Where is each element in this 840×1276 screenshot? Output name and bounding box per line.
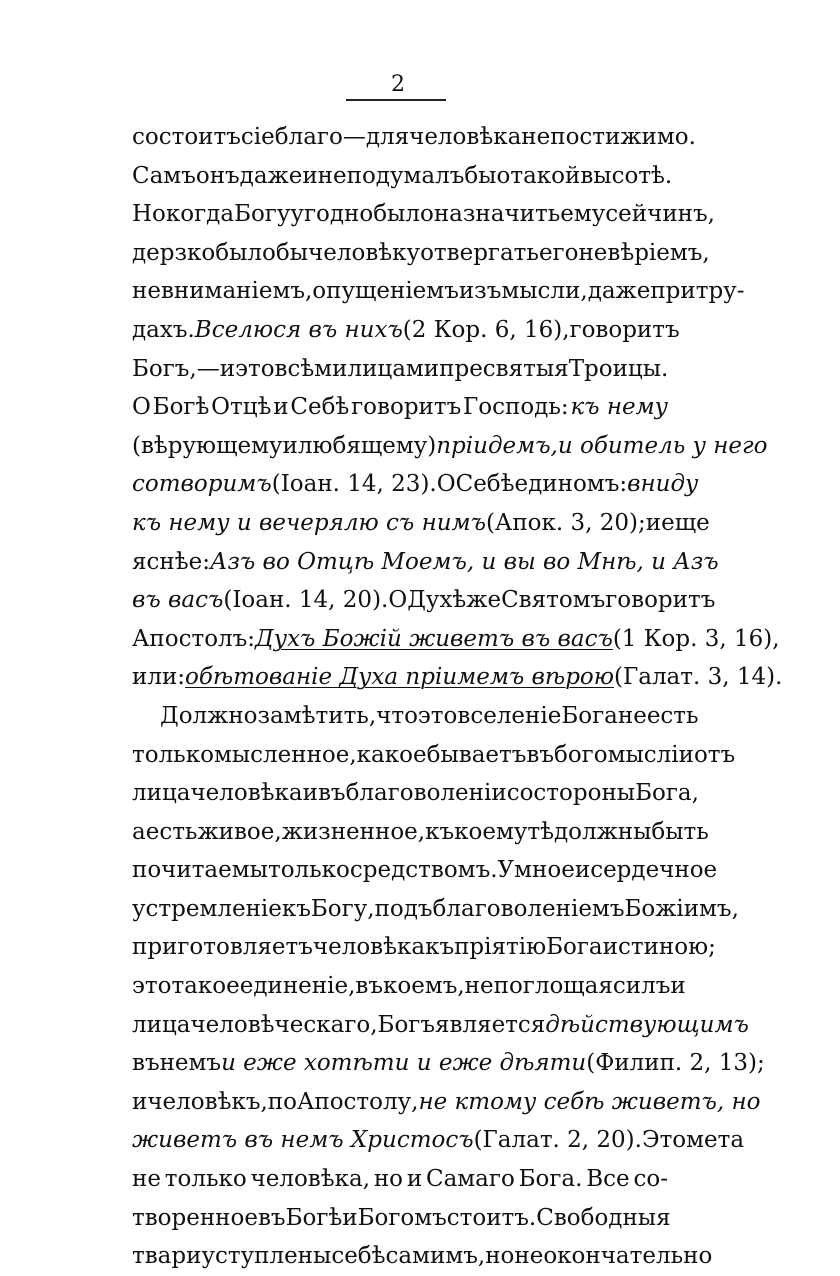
word: и xyxy=(219,355,236,382)
word: въ xyxy=(355,973,383,1000)
text-line xyxy=(132,543,719,582)
word: и xyxy=(406,1166,423,1193)
word: тѣ xyxy=(527,818,554,845)
word: коему xyxy=(454,818,528,845)
word: это xyxy=(132,973,172,1000)
text-line xyxy=(132,620,780,659)
word: отвергать xyxy=(420,239,539,266)
word: единеніе, xyxy=(239,973,356,1000)
citation: (Филип. 2, 13); xyxy=(586,1050,765,1077)
word: высотѣ. xyxy=(580,162,673,189)
word: есть xyxy=(145,818,198,845)
text-line xyxy=(132,967,686,1006)
word: человѣка, xyxy=(250,1166,371,1193)
word: и xyxy=(302,780,318,807)
word: сердечное xyxy=(590,857,718,884)
word: такой xyxy=(510,162,581,189)
text-line xyxy=(132,1160,668,1199)
word: сіе xyxy=(240,124,275,150)
word: а xyxy=(132,818,146,845)
citation: (Іоан. 14, 20). xyxy=(223,587,389,614)
word: человѣческаго, xyxy=(190,1011,378,1038)
word: Самъ xyxy=(132,162,196,189)
word: со xyxy=(506,780,534,807)
text-line xyxy=(132,350,668,389)
word: говоритъ xyxy=(605,587,716,614)
word: Господь: xyxy=(463,394,569,421)
word: Богомъ xyxy=(357,1204,447,1231)
text-line xyxy=(132,1237,713,1276)
word: говоритъ xyxy=(351,394,462,421)
word: Бога. xyxy=(518,1166,583,1193)
word: твари xyxy=(132,1243,202,1270)
word: къ xyxy=(425,934,455,961)
word: О xyxy=(436,471,456,498)
word: лица xyxy=(132,1011,191,1038)
word: Святомъ xyxy=(501,587,606,614)
header-rule xyxy=(346,99,446,101)
word: благо xyxy=(274,124,343,150)
word: чинъ, xyxy=(647,201,715,228)
scripture-quote: и еже хотѣти и еже дѣяти xyxy=(221,1050,587,1077)
text-line xyxy=(132,388,668,427)
scripture-quote: въ васъ xyxy=(132,587,224,614)
word: къ xyxy=(425,818,455,845)
word: О xyxy=(388,587,408,614)
word: Все xyxy=(586,1166,630,1193)
word: человѣка xyxy=(312,934,426,961)
word: это xyxy=(417,702,458,729)
word: въ xyxy=(257,1204,286,1231)
word: благоволеніемъ xyxy=(432,895,625,922)
word: немъ xyxy=(159,1050,222,1077)
word: только xyxy=(132,741,214,768)
text-line xyxy=(132,581,716,620)
word: лицами xyxy=(347,355,440,382)
word: устремленіе xyxy=(132,895,282,922)
word: и xyxy=(645,509,662,536)
word: подъ xyxy=(374,895,433,922)
word: уступлены xyxy=(201,1243,332,1270)
word: Богъ, xyxy=(132,355,197,382)
word: Божіимъ, xyxy=(624,895,739,922)
word: стоитъ. xyxy=(446,1204,537,1231)
word: Богѣ xyxy=(285,1204,343,1231)
word: въ xyxy=(317,780,346,807)
text-line xyxy=(132,658,783,697)
word: коемъ, xyxy=(382,973,465,1000)
word: тру- xyxy=(695,278,745,305)
word: такое xyxy=(171,973,240,1000)
scripture-quote: Духъ Божій живетъ въ васъ xyxy=(255,625,613,652)
word: отъ xyxy=(693,741,736,768)
text-line xyxy=(132,311,680,350)
scripture-quote: къ нему xyxy=(570,394,668,421)
word: не xyxy=(514,1243,544,1270)
word: не xyxy=(317,162,347,189)
word: является xyxy=(434,1011,546,1038)
word: благоволеніи xyxy=(345,780,507,807)
citation: (2 Кор. 6, 16), xyxy=(402,316,570,343)
word: средствомъ. xyxy=(349,857,498,884)
word: Бога, xyxy=(635,780,699,807)
citation: (Галат. 2, 20). xyxy=(473,1127,642,1154)
word: человѣка xyxy=(190,780,303,807)
word: Богѣ xyxy=(152,394,210,421)
word: по xyxy=(267,1088,297,1115)
text-line xyxy=(132,1083,761,1122)
text-line xyxy=(132,1006,749,1045)
word: почитаемы xyxy=(132,857,268,884)
word: непостижимо. xyxy=(521,124,696,150)
word: состоитъ xyxy=(132,124,241,150)
word: невниманіемъ, xyxy=(132,278,313,305)
word: Богъ xyxy=(377,1011,435,1038)
word: жизненное, xyxy=(281,818,426,845)
word: пріятію xyxy=(454,934,547,961)
word: лица xyxy=(132,780,191,807)
word: Себѣ xyxy=(290,394,350,421)
text-line xyxy=(132,1044,765,1083)
word: ему xyxy=(560,201,606,228)
word: Богу xyxy=(234,201,291,228)
word: богомысліи xyxy=(553,741,694,768)
word: мысленное, xyxy=(213,741,357,768)
word: сей xyxy=(605,201,648,228)
word: Апостолъ: xyxy=(132,625,256,652)
word: какое xyxy=(356,741,427,768)
word: что xyxy=(376,702,418,729)
word: Бога xyxy=(561,702,618,729)
citation: (Апок. 3, 20); xyxy=(485,509,646,536)
word: невѣріемъ, xyxy=(578,239,710,266)
word: или: xyxy=(132,664,186,691)
word: и xyxy=(670,973,686,1000)
word: было xyxy=(215,239,276,266)
word: его xyxy=(538,239,579,266)
word: (вѣрующему xyxy=(132,432,283,459)
text-line xyxy=(132,851,718,890)
word: Троицы. xyxy=(568,355,669,382)
word: есть xyxy=(646,702,699,729)
word: О xyxy=(132,394,151,421)
word: — xyxy=(342,124,366,150)
word: не xyxy=(464,973,494,1000)
word: только xyxy=(267,857,350,884)
word: въ xyxy=(526,741,554,768)
word: себѣ xyxy=(331,1243,386,1270)
word: истиною; xyxy=(602,934,716,961)
scripture-quote: сотворимъ xyxy=(132,471,272,498)
word: къ xyxy=(281,895,311,922)
word: опущеніемъ xyxy=(312,278,459,305)
word: и xyxy=(342,1204,358,1231)
word: еще xyxy=(661,509,710,536)
word: говоритъ xyxy=(569,316,680,343)
word: бываетъ xyxy=(426,741,527,768)
word: это xyxy=(235,355,275,382)
text-line xyxy=(132,1121,745,1160)
word: — xyxy=(196,355,220,382)
text-line xyxy=(132,465,699,504)
word: бы xyxy=(275,239,309,266)
word: при xyxy=(650,278,696,305)
citation: (Іоан. 14, 23). xyxy=(271,471,437,498)
citation: (Галат. 3, 14). xyxy=(614,664,783,691)
word: должны xyxy=(553,818,652,845)
word: приготовляетъ xyxy=(132,934,313,961)
scripture-quote: вниду xyxy=(627,471,699,498)
word: творенное xyxy=(132,1204,258,1231)
word: вселеніе xyxy=(457,702,562,729)
scripture-quote: обѣтованіе Духа пріимемъ вѣрою xyxy=(185,664,615,691)
word: Духѣ xyxy=(407,587,467,614)
word: изъ xyxy=(458,278,502,305)
word: мысли, xyxy=(501,278,588,305)
word: мета xyxy=(686,1127,745,1154)
word: дахъ. xyxy=(132,316,195,343)
text-line xyxy=(132,118,696,157)
word: подумалъ xyxy=(346,162,465,189)
word: замѣтить, xyxy=(257,702,377,729)
scripture-quote: Вселюся въ нихъ xyxy=(194,316,403,343)
word: Свободныя xyxy=(536,1204,671,1231)
word: когда xyxy=(165,201,235,228)
word: угодно xyxy=(290,201,374,228)
word: не xyxy=(617,702,647,729)
text-line xyxy=(132,736,736,775)
text-line xyxy=(132,427,768,466)
text-line xyxy=(132,774,699,813)
word: онъ xyxy=(195,162,240,189)
citation: (1 Кор. 3, 16), xyxy=(612,625,780,652)
word: и xyxy=(132,1088,148,1115)
word: любящему) xyxy=(297,432,437,459)
scripture-quote: къ нему и вечерялю съ нимъ xyxy=(132,509,486,536)
word: дерзко xyxy=(132,239,216,266)
scripture-quote: не ктому себѣ живетъ, но xyxy=(418,1088,761,1115)
word: даже xyxy=(239,162,303,189)
text-line xyxy=(132,697,699,736)
word: для xyxy=(365,124,410,150)
scripture-quote: и обитель у него xyxy=(557,432,768,459)
word: быть xyxy=(651,818,709,845)
word: и xyxy=(282,432,298,459)
text-line xyxy=(132,890,739,929)
text-line xyxy=(132,157,673,196)
word: Апостолу, xyxy=(296,1088,419,1115)
word: но xyxy=(485,1243,515,1270)
text-line xyxy=(132,928,716,967)
word: Но xyxy=(132,201,166,228)
word: единомъ: xyxy=(514,471,628,498)
word: и xyxy=(574,857,591,884)
word: Отцѣ xyxy=(211,394,272,421)
word: самимъ, xyxy=(385,1243,486,1270)
body-text xyxy=(132,118,783,1276)
word: и xyxy=(273,394,289,421)
word: назначить xyxy=(433,201,561,228)
word: окончательно xyxy=(543,1243,713,1270)
page-number: 2 xyxy=(391,72,405,97)
word: человѣкъ, xyxy=(147,1088,268,1115)
text-line xyxy=(132,1199,671,1238)
word: человѣка xyxy=(409,124,522,150)
text-line xyxy=(132,813,709,852)
text-line xyxy=(132,195,715,234)
word: пресвятыя xyxy=(439,355,569,382)
text-line xyxy=(132,272,745,311)
word: всѣми xyxy=(274,355,348,382)
word: живое, xyxy=(197,818,282,845)
word: Должно xyxy=(160,702,258,729)
word: Самаго xyxy=(425,1166,515,1193)
word: Богу, xyxy=(310,895,375,922)
word: Это xyxy=(641,1127,687,1154)
scripture-quote: дѣйствующимъ xyxy=(545,1011,749,1038)
word: же xyxy=(466,587,502,614)
text-line xyxy=(132,504,710,543)
text-line xyxy=(132,234,710,273)
word: со- xyxy=(633,1166,668,1193)
scripture-quote: Азъ во Отцѣ Моемъ, и вы во Мнѣ, и Азъ xyxy=(209,548,719,575)
word: Себѣ xyxy=(455,471,515,498)
word: въ xyxy=(132,1050,160,1077)
word: и xyxy=(302,162,318,189)
scripture-quote: пріидемъ, xyxy=(436,432,558,459)
word: не xyxy=(132,1166,161,1193)
word: Умное xyxy=(497,857,575,884)
word: Бога xyxy=(546,934,603,961)
word: человѣку xyxy=(308,239,421,266)
word: силъ xyxy=(612,973,671,1000)
word: было xyxy=(373,201,434,228)
word: яснѣе: xyxy=(132,548,210,575)
word: но xyxy=(373,1166,404,1193)
word: о xyxy=(496,162,511,189)
scripture-quote: живетъ въ немъ Христосъ xyxy=(132,1127,474,1154)
word: стороны xyxy=(533,780,636,807)
word: поглощая xyxy=(493,973,613,1000)
word: даже xyxy=(587,278,651,305)
word: бы xyxy=(464,162,497,189)
word: только xyxy=(164,1166,247,1193)
